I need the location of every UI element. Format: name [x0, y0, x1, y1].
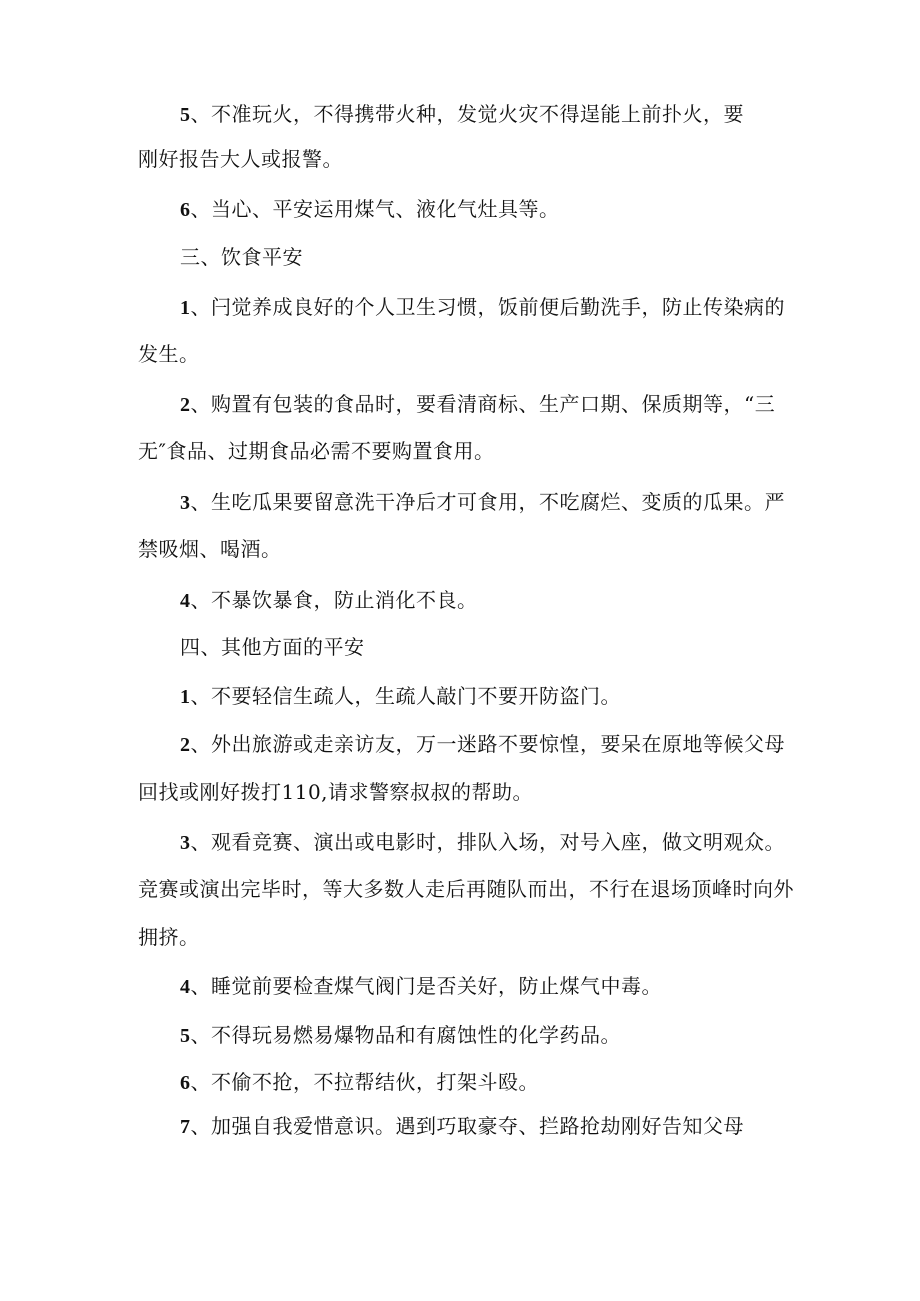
paragraph-continuation: 无″食品、过期食品必需不要购置食用。 [138, 439, 495, 463]
paragraph-line [180, 1022, 621, 1049]
item-number: 5 [180, 1025, 191, 1047]
paragraph-continuation: 拥挤。 [138, 925, 200, 949]
paragraph-text: 、睡觉前要检查煤气阀门是否关好，防止煤气中毒。 [190, 974, 662, 998]
paragraph-line [180, 196, 560, 223]
paragraph-text: 、不暴饮暴食，防止消化不良。 [190, 588, 478, 612]
paragraph-line [180, 101, 744, 128]
paragraph-text: 、观看竞赛、演出或电影时，排队入场，对号入座，做文明观众。 [190, 830, 785, 854]
paragraph-text: 、闩觉养成良好的个人卫生习惯，饭前便后勤洗手，防止传染病的 [190, 295, 785, 319]
item-number: 3 [180, 832, 191, 854]
paragraph-text: 、不得玩易燃易爆物品和有腐蚀性的化学药品。 [190, 1023, 621, 1047]
paragraph-continuation: 发生。 [138, 342, 200, 366]
paragraph-continuation: 竞赛或演出完毕时，等大多数人走后再随队而出，不行在退场顶峰时向外 [138, 877, 794, 901]
item-number: 6 [180, 199, 191, 221]
paragraph-line [180, 489, 785, 516]
paragraph-text: 、当心、平安运用煤气、液化气灶具等。 [190, 197, 560, 221]
paragraph-line [180, 973, 662, 1000]
paragraph-text: 、不准玩火，不得携带火种，发觉火灾不得逞能上前扑火，要 [190, 102, 744, 126]
paragraph-line [180, 1069, 539, 1096]
item-number: 1 [180, 297, 191, 319]
paragraph-text: 、不偷不抢，不拉帮结伙，打架斗殴。 [190, 1070, 539, 1094]
item-number: 6 [180, 1072, 191, 1094]
paragraph-line [180, 391, 775, 418]
paragraph-line [180, 683, 621, 710]
item-number: 3 [180, 492, 191, 514]
item-number: 4 [180, 976, 191, 998]
paragraph-text: 、加强自我爱惜意识。遇到巧取豪夺、拦路抢劫刚好告知父母 [190, 1114, 744, 1138]
paragraph-continuation: 刚好报告大人或报警。 [138, 147, 343, 171]
paragraph-line [180, 587, 478, 614]
paragraph-continuation: 回找或刚好拨打110,请求警察叔叔的帮助。 [138, 780, 534, 804]
paragraph-line [180, 1113, 744, 1140]
item-number: 2 [180, 394, 191, 416]
section-heading: 四、其他方面的平安 [180, 635, 365, 659]
paragraph-text: 、不要轻信生疏人，生疏人敲门不要开防盗门。 [190, 684, 621, 708]
item-number: 1 [180, 686, 191, 708]
paragraph-text: 、外出旅游或走亲访友，万一迷路不要惊惶，要呆在原地等候父母 [190, 732, 785, 756]
paragraph-continuation: 禁吸烟、喝酒。 [138, 537, 282, 561]
paragraph-line [180, 731, 785, 758]
paragraph-line [180, 294, 785, 321]
paragraph-text: 、生吃瓜果要留意洗干净后才可食用，不吃腐烂、变质的瓜果。严 [190, 490, 785, 514]
item-number: 7 [180, 1116, 191, 1138]
item-number: 5 [180, 104, 191, 126]
item-number: 4 [180, 590, 191, 612]
paragraph-text: 、购置有包装的食品时，要看清商标、生产口期、保质期等，“三 [190, 392, 776, 416]
section-heading: 三、饮食平安 [180, 245, 303, 269]
paragraph-line [180, 829, 785, 856]
item-number: 2 [180, 734, 191, 756]
